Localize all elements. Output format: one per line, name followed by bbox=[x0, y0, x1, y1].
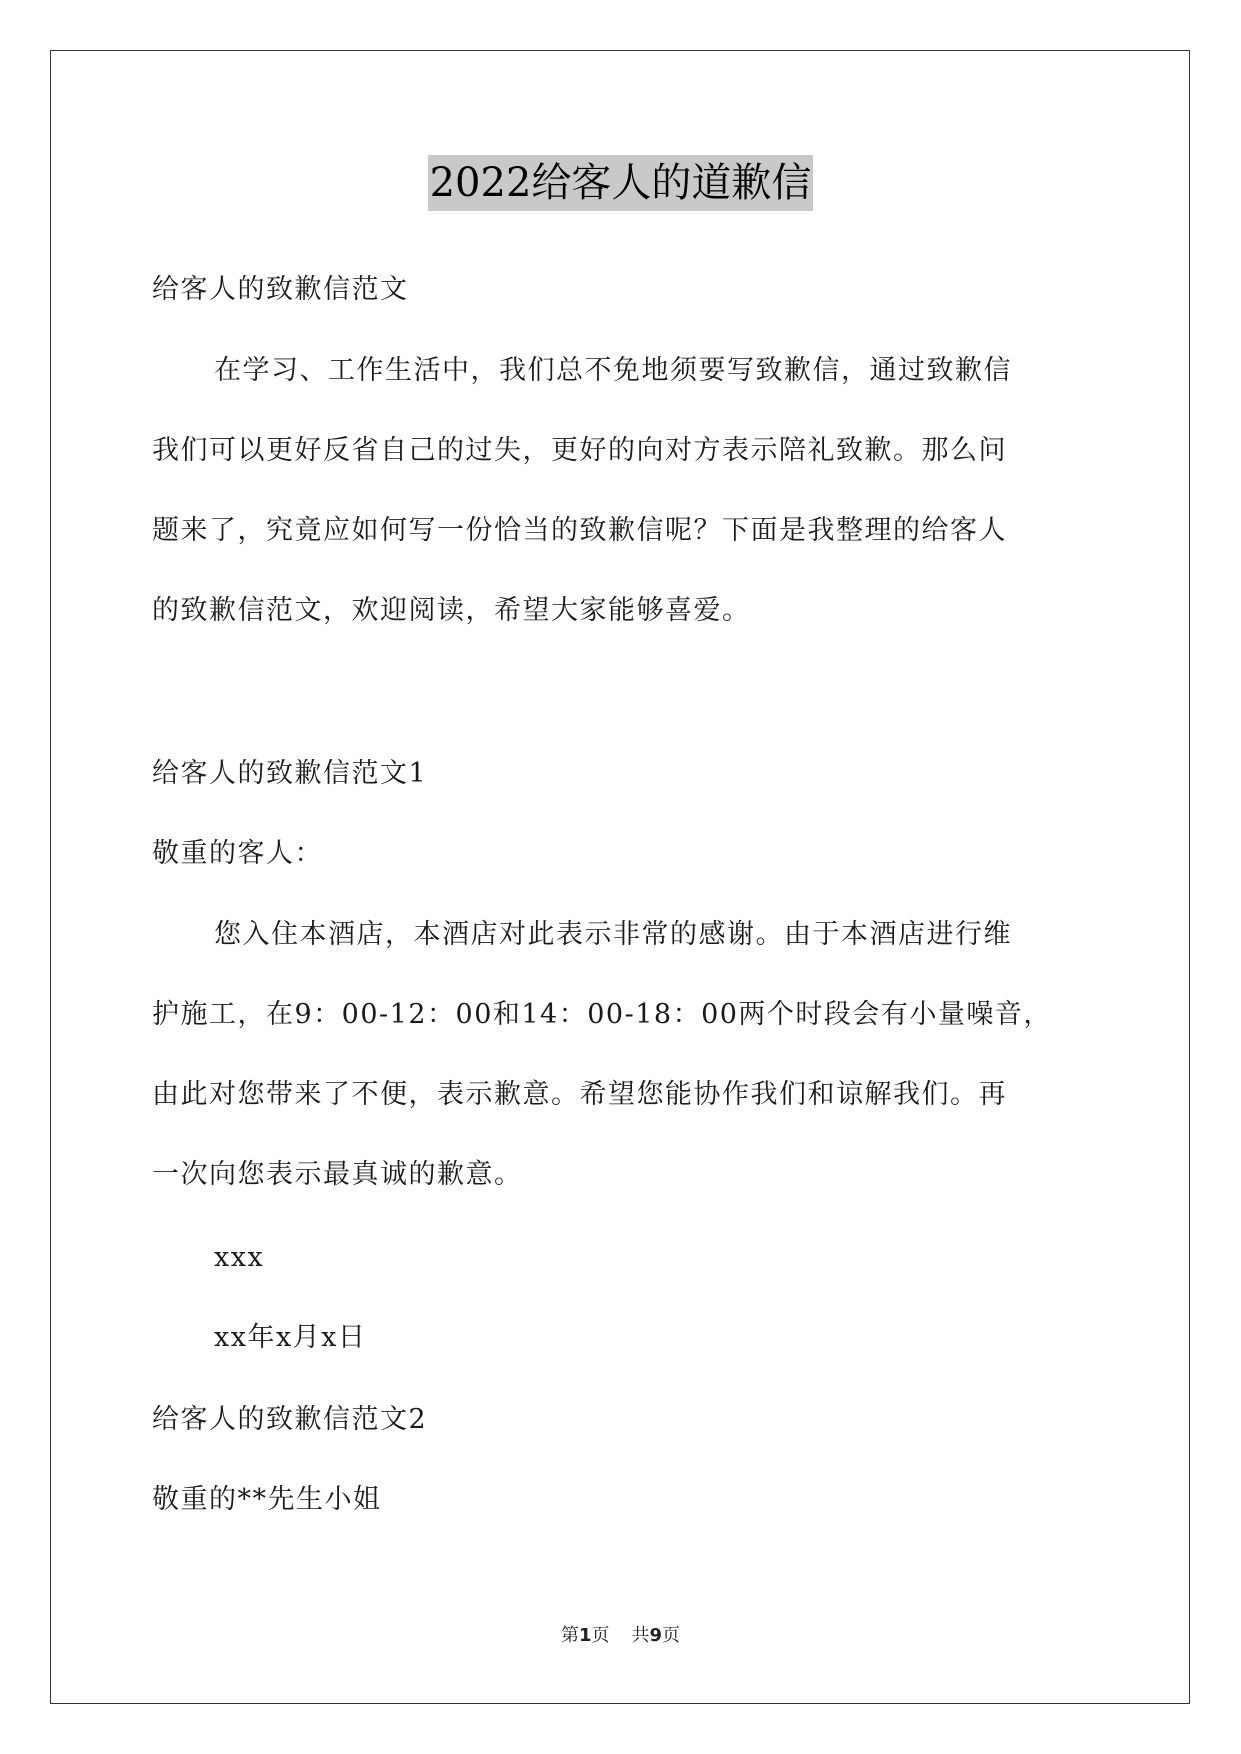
intro-paragraph-line-4: 的致歉信范文，欢迎阅读，希望大家能够喜爱。 bbox=[152, 595, 751, 626]
sample-2-heading: 给客人的致歉信范文2 bbox=[152, 1404, 428, 1435]
intro-paragraph-line-1: 在学习、工作生活中，我们总不免地须要写致歉信，通过致歉信 bbox=[214, 355, 1012, 386]
footer-prefix: 第 bbox=[560, 1625, 579, 1646]
sample-1-heading: 给客人的致歉信范文1 bbox=[152, 758, 428, 789]
footer-current-page: 1 bbox=[578, 1625, 592, 1646]
sample-1-body-line-2: 护施工，在9：00-12：00和14：00-18：00两个时段会有小量噪音， bbox=[152, 999, 1052, 1030]
sample-2-salutation: 敬重的**先生小姐 bbox=[152, 1484, 382, 1515]
sample-1-signature: xxx bbox=[214, 1242, 265, 1273]
intro-paragraph-line-3: 题来了，究竟应如何写一份恰当的致歉信呢？下面是我整理的给客人 bbox=[152, 515, 1007, 546]
page-footer bbox=[0, 1624, 1241, 1648]
sample-1-body-line-4: 一次向您表示最真诚的歉意。 bbox=[152, 1159, 523, 1190]
footer-total-pages: 9 bbox=[649, 1625, 663, 1646]
footer-page-unit: 页 bbox=[591, 1625, 610, 1646]
sample-1-body-line-1: 您入住本酒店，本酒店对此表示非常的感谢。由于本酒店进行维 bbox=[214, 919, 1012, 950]
document-title: 2022给客人的道歉信 bbox=[428, 155, 814, 211]
sample-1-salutation: 敬重的客人： bbox=[152, 838, 323, 869]
footer-total-unit: 页 bbox=[662, 1625, 681, 1646]
title-container bbox=[0, 155, 1241, 211]
intro-paragraph-line-2: 我们可以更好反省自己的过失，更好的向对方表示陪礼致歉。那么问 bbox=[152, 435, 1007, 466]
footer-total-prefix: 共 bbox=[631, 1625, 650, 1646]
section-heading: 给客人的致歉信范文 bbox=[152, 274, 409, 305]
sample-1-body-line-3: 由此对您带来了不便，表示歉意。希望您能协作我们和谅解我们。再 bbox=[152, 1079, 1007, 1110]
sample-1-date: xx年x月x日 bbox=[214, 1322, 367, 1353]
